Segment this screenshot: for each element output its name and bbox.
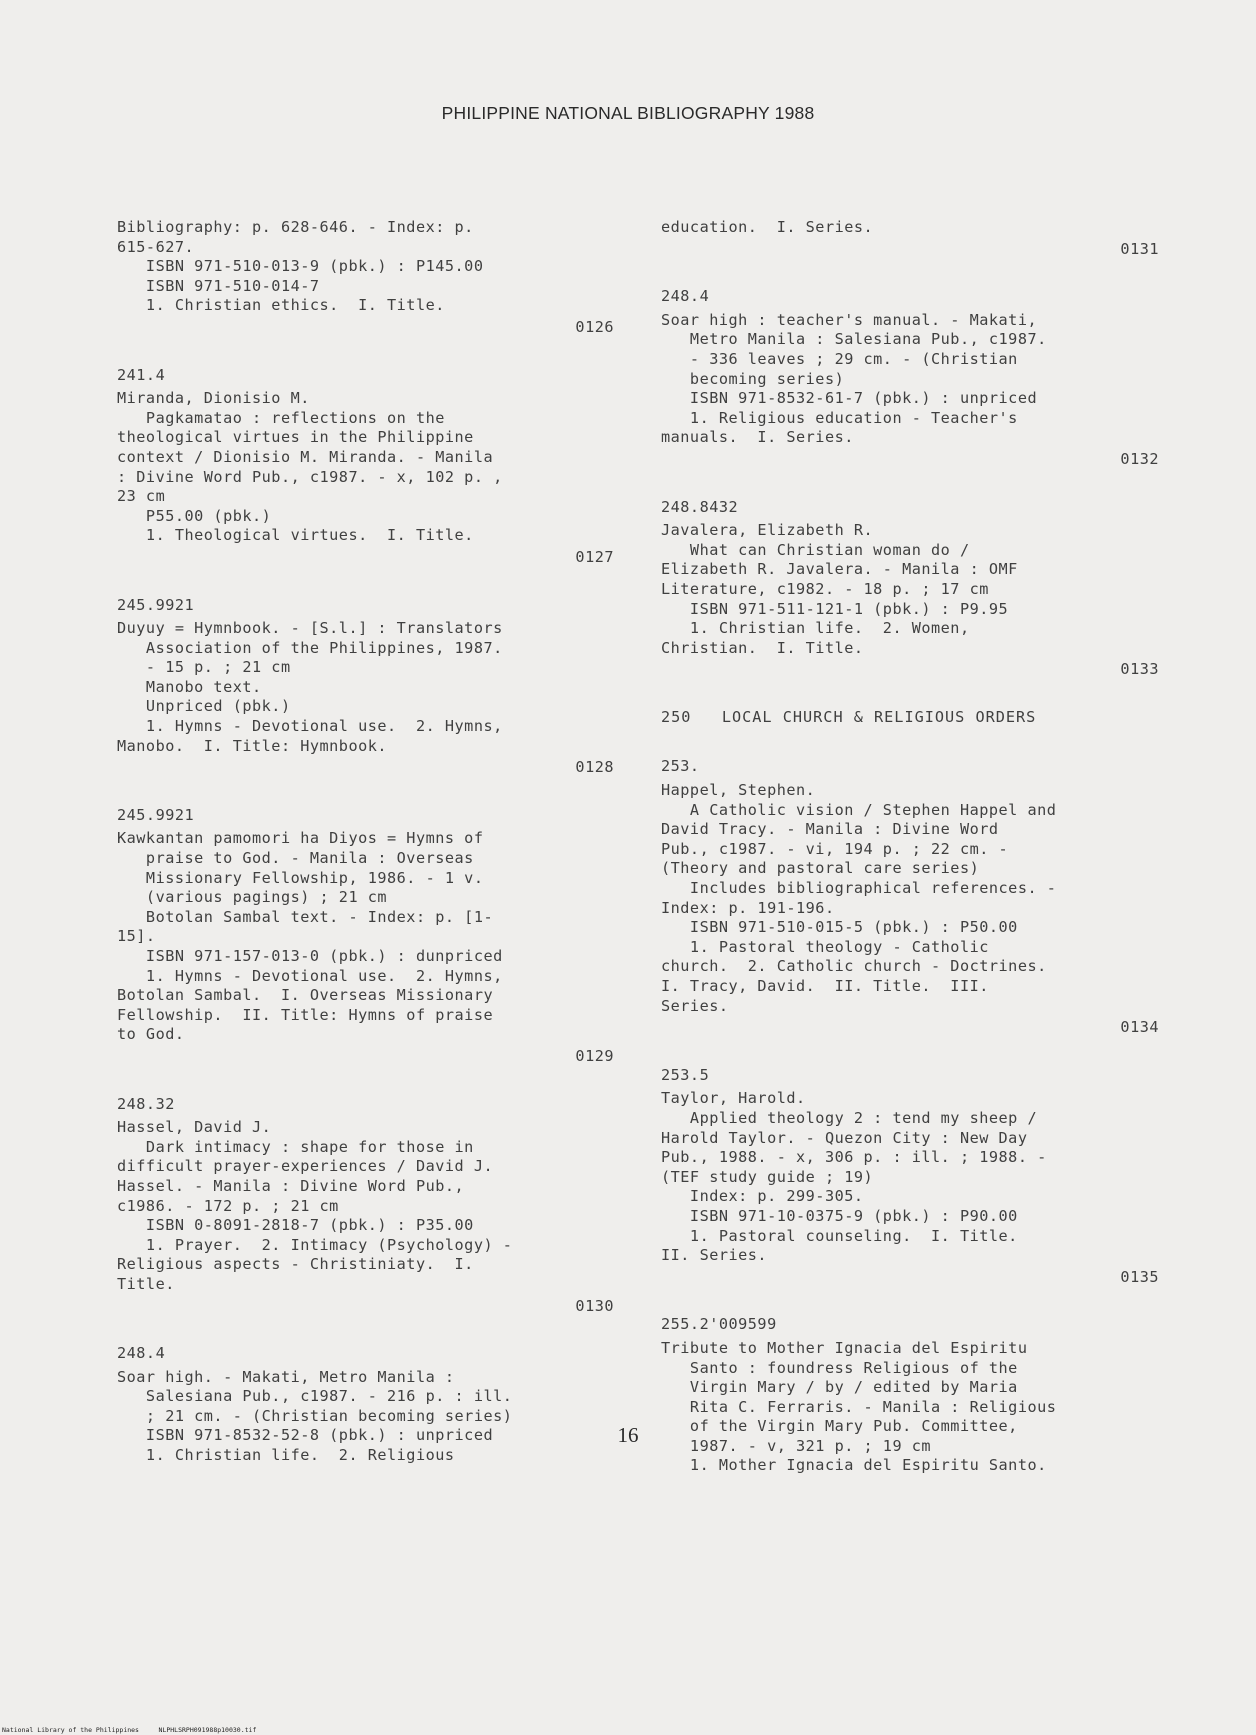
- entry-line: 1. Religious education - Teacher's: [661, 408, 1018, 427]
- entry-line: Taylor, Harold.: [661, 1089, 806, 1108]
- entry-line: Christian. I. Title.: [661, 638, 864, 657]
- entry-number: 0127: [575, 547, 614, 566]
- entry-number: 0132: [1120, 449, 1159, 468]
- entry-line: Metro Manila : Salesiana Pub., c1987.: [661, 330, 1047, 349]
- entry-line: ISBN 971-8532-52-8 (pbk.) : unpriced: [117, 1426, 494, 1445]
- entry-line: Association of the Philippines, 1987.: [117, 638, 503, 657]
- entry-line: 615-627.: [117, 237, 195, 256]
- bibliography-entry: [661, 218, 1159, 259]
- entry-line: 1. Pastoral theology - Catholic: [661, 937, 989, 956]
- entry-line: Harold Taylor. - Quezon City : New Day: [661, 1128, 1028, 1147]
- entry-line: Pub., c1987. - vi, 194 p. ; 22 cm. -: [661, 839, 1009, 858]
- entry-line: education. I. Series.: [661, 218, 874, 236]
- bibliography-entry: [661, 1066, 1159, 1288]
- entry-line: Rita C. Ferraris. - Manila : Religious: [661, 1397, 1057, 1416]
- call-number: 253.5: [661, 1065, 710, 1084]
- entry-line: P55.00 (pbk.): [117, 506, 272, 525]
- entry-line: Elizabeth R. Javalera. - Manila : OMF: [661, 560, 1018, 579]
- entry-line: Pagkamatao : reflections on the: [117, 408, 445, 427]
- page-number: 16: [617, 1423, 639, 1447]
- entry-line: 1. Hymns - Devotional use. 2. Hymns,: [117, 717, 503, 736]
- entry-line: - 15 p. ; 21 cm: [117, 658, 291, 677]
- entry-line: ISBN 971-157-013-0 (pbk.) : dunpriced: [117, 947, 503, 965]
- call-number: 248.4: [117, 1344, 166, 1363]
- entry-line: ISBN 971-8532-61-7 (pbk.) : unpriced: [661, 389, 1038, 408]
- entry-line: - 336 leaves ; 29 cm. - (Christian: [661, 349, 1018, 368]
- left-column: [117, 218, 614, 1494]
- entry-line: Kawkantan pamomori ha Diyos = Hymns of: [117, 829, 484, 848]
- entry-line: Botolan Sambal. I. Overseas Missionary: [117, 986, 494, 1005]
- entry-number: 0129: [575, 1046, 614, 1065]
- entry-line: Hassel. - Manila : Divine Word Pub.,: [117, 1176, 465, 1195]
- entry-line: Santo : foundress Religious of the: [661, 1358, 1018, 1377]
- entry-number: 0126: [575, 317, 614, 336]
- entry-line: Bibliography: p. 628-646. - Index: p.: [117, 218, 474, 236]
- entry-line: Pub., 1988. - x, 306 p. : ill. ; 1988. -: [661, 1148, 1047, 1167]
- entry-line: context / Dionisio M. Miranda. - Manila: [117, 447, 494, 466]
- entry-line: to God.: [117, 1025, 185, 1044]
- entry-line: Miranda, Dionisio M.: [117, 389, 310, 408]
- entry-line: Salesiana Pub., c1987. - 216 p. : ill.: [117, 1387, 513, 1406]
- entry-line: becoming series): [661, 369, 845, 388]
- entry-number: 0133: [1120, 660, 1159, 679]
- call-number: 255.2'009599: [661, 1315, 777, 1334]
- call-number: 248.32: [117, 1094, 175, 1113]
- entry-line: manuals. I. Series.: [661, 428, 854, 447]
- entry-line: ISBN 971-510-015-5 (pbk.) : P50.00: [661, 918, 1018, 937]
- entry-line: ISBN 0-8091-2818-7 (pbk.) : P35.00: [117, 1216, 474, 1235]
- call-number: 253.: [661, 757, 700, 776]
- entry-line: Series.: [661, 996, 729, 1015]
- call-number: 245.9921: [117, 805, 195, 824]
- entry-line: 1. Theological virtues. I. Title.: [117, 526, 474, 545]
- bibliography-entry: [661, 498, 1159, 680]
- entry-line: 1. Pastoral counseling. I. Title.: [661, 1226, 1018, 1245]
- entry-line: Index: p. 299-305.: [661, 1187, 864, 1206]
- entry-line: What can Christian woman do /: [661, 540, 970, 559]
- right-column: [661, 218, 1159, 1504]
- call-number: 248.4: [661, 287, 710, 306]
- entry-line: ISBN 971-510-014-7: [117, 276, 320, 295]
- entry-line: Manobo. I. Title: Hymnbook.: [117, 736, 388, 755]
- entry-line: of the Virgin Mary Pub. Committee,: [661, 1417, 1018, 1436]
- call-number: 245.9921: [117, 595, 195, 614]
- entry-number: 0128: [575, 758, 614, 777]
- bibliography-entry: [661, 287, 1159, 469]
- entry-line: 1. Christian life. 2. Religious: [117, 1446, 455, 1465]
- entry-line: Javalera, Elizabeth R.: [661, 521, 874, 540]
- entry-number: 0130: [575, 1296, 614, 1315]
- entry-line: Index: p. 191-196.: [661, 898, 835, 917]
- entry-line: Soar high. - Makati, Metro Manila :: [117, 1367, 455, 1386]
- entry-line: I. Tracy, David. II. Title. III.: [661, 977, 989, 995]
- entry-line: David Tracy. - Manila : Divine Word: [661, 820, 999, 839]
- entry-line: 23 cm: [117, 487, 166, 506]
- entry-line: Includes bibliographical references. -: [661, 879, 1057, 898]
- entry-line: A Catholic vision / Stephen Happel and: [661, 800, 1057, 819]
- entry-line: Happel, Stephen.: [661, 781, 816, 800]
- entry-line: church. 2. Catholic church - Doctrines.: [661, 957, 1047, 976]
- entry-line: Applied theology 2 : tend my sheep /: [661, 1108, 1038, 1127]
- bibliography-entry: [117, 366, 614, 568]
- entry-line: 1. Mother Ignacia del Espiritu Santo.: [661, 1456, 1047, 1475]
- entry-line: theological virtues in the Philippine: [117, 428, 474, 447]
- entry-line: (various pagings) ; 21 cm: [117, 888, 388, 907]
- bibliography-entry: [117, 806, 614, 1067]
- entry-line: Literature, c1982. - 18 p. ; 17 cm: [661, 579, 989, 598]
- call-number: 248.8432: [661, 497, 739, 516]
- call-number: 241.4: [117, 365, 166, 384]
- entry-line: Fellowship. II. Title: Hymns of praise: [117, 1005, 494, 1024]
- entry-number: 0134: [1120, 1018, 1159, 1037]
- entry-line: Dark intimacy : shape for those in: [117, 1137, 474, 1156]
- entry-line: (Theory and pastoral care series): [661, 859, 980, 878]
- entry-number: 0131: [1120, 239, 1159, 258]
- entry-line: ISBN 971-511-121-1 (pbk.) : P9.95: [661, 599, 1009, 618]
- entry-line: Virgin Mary / by / edited by Maria: [661, 1378, 1018, 1397]
- entry-line: praise to God. - Manila : Overseas: [117, 849, 474, 868]
- entry-line: 1. Prayer. 2. Intimacy (Psychology) -: [117, 1235, 513, 1254]
- entry-line: Unpriced (pbk.): [117, 697, 291, 716]
- entry-line: Religious aspects - Christiniaty. I.: [117, 1255, 474, 1274]
- entry-line: : Divine Word Pub., c1987. - x, 102 p. ,: [117, 467, 503, 486]
- entry-line: Botolan Sambal text. - Index: p. [1-: [117, 907, 494, 926]
- entry-line: ISBN 971-510-013-9 (pbk.) : P145.00: [117, 257, 484, 276]
- entry-line: ; 21 cm. - (Christian becoming series): [117, 1406, 513, 1425]
- page-header-title: PHILIPPINE NATIONAL BIBLIOGRAPHY 1988: [441, 103, 815, 123]
- entry-line: Soar high : teacher's manual. - Makati,: [661, 310, 1038, 329]
- bibliography-entry: [661, 757, 1159, 1037]
- section-heading: 250 LOCAL CHURCH & RELIGIOUS ORDERS: [661, 707, 1037, 726]
- entry-line: Missionary Fellowship, 1986. - 1 v.: [117, 868, 484, 887]
- entry-line: Hassel, David J.: [117, 1118, 272, 1137]
- entry-line: 1. Christian ethics. I. Title.: [117, 296, 445, 315]
- entry-line: (TEF study guide ; 19): [661, 1167, 874, 1186]
- entry-line: Tribute to Mother Ignacia del Espiritu: [661, 1338, 1028, 1357]
- bibliography-entry: [661, 1315, 1159, 1476]
- entry-line: 1. Hymns - Devotional use. 2. Hymns,: [117, 966, 503, 985]
- entry-line: 1987. - v, 321 p. ; 19 cm: [661, 1436, 932, 1455]
- bibliography-entry: [117, 596, 614, 778]
- entry-line: 15].: [117, 927, 156, 946]
- entry-line: c1986. - 172 p. ; 21 cm: [117, 1196, 339, 1215]
- entry-line: ISBN 971-10-0375-9 (pbk.) : P90.00: [661, 1206, 1018, 1225]
- bibliography-entry: [117, 1095, 614, 1317]
- entry-line: Manobo text.: [117, 677, 262, 696]
- entry-number: 0135: [1120, 1267, 1159, 1286]
- entry-line: 1. Christian life. 2. Women,: [661, 619, 970, 638]
- scan-footer-text: National Library of the Philippines NLPHLSRPH091988p10030.tif: [2, 1726, 257, 1734]
- entry-line: difficult prayer-experiences / David J.: [117, 1157, 494, 1176]
- entry-line: Duyuy = Hymnbook. - [S.l.] : Translators: [117, 619, 503, 638]
- entry-line: II. Series.: [661, 1246, 768, 1265]
- bibliography-entry: [117, 218, 614, 338]
- entry-line: Title.: [117, 1274, 175, 1293]
